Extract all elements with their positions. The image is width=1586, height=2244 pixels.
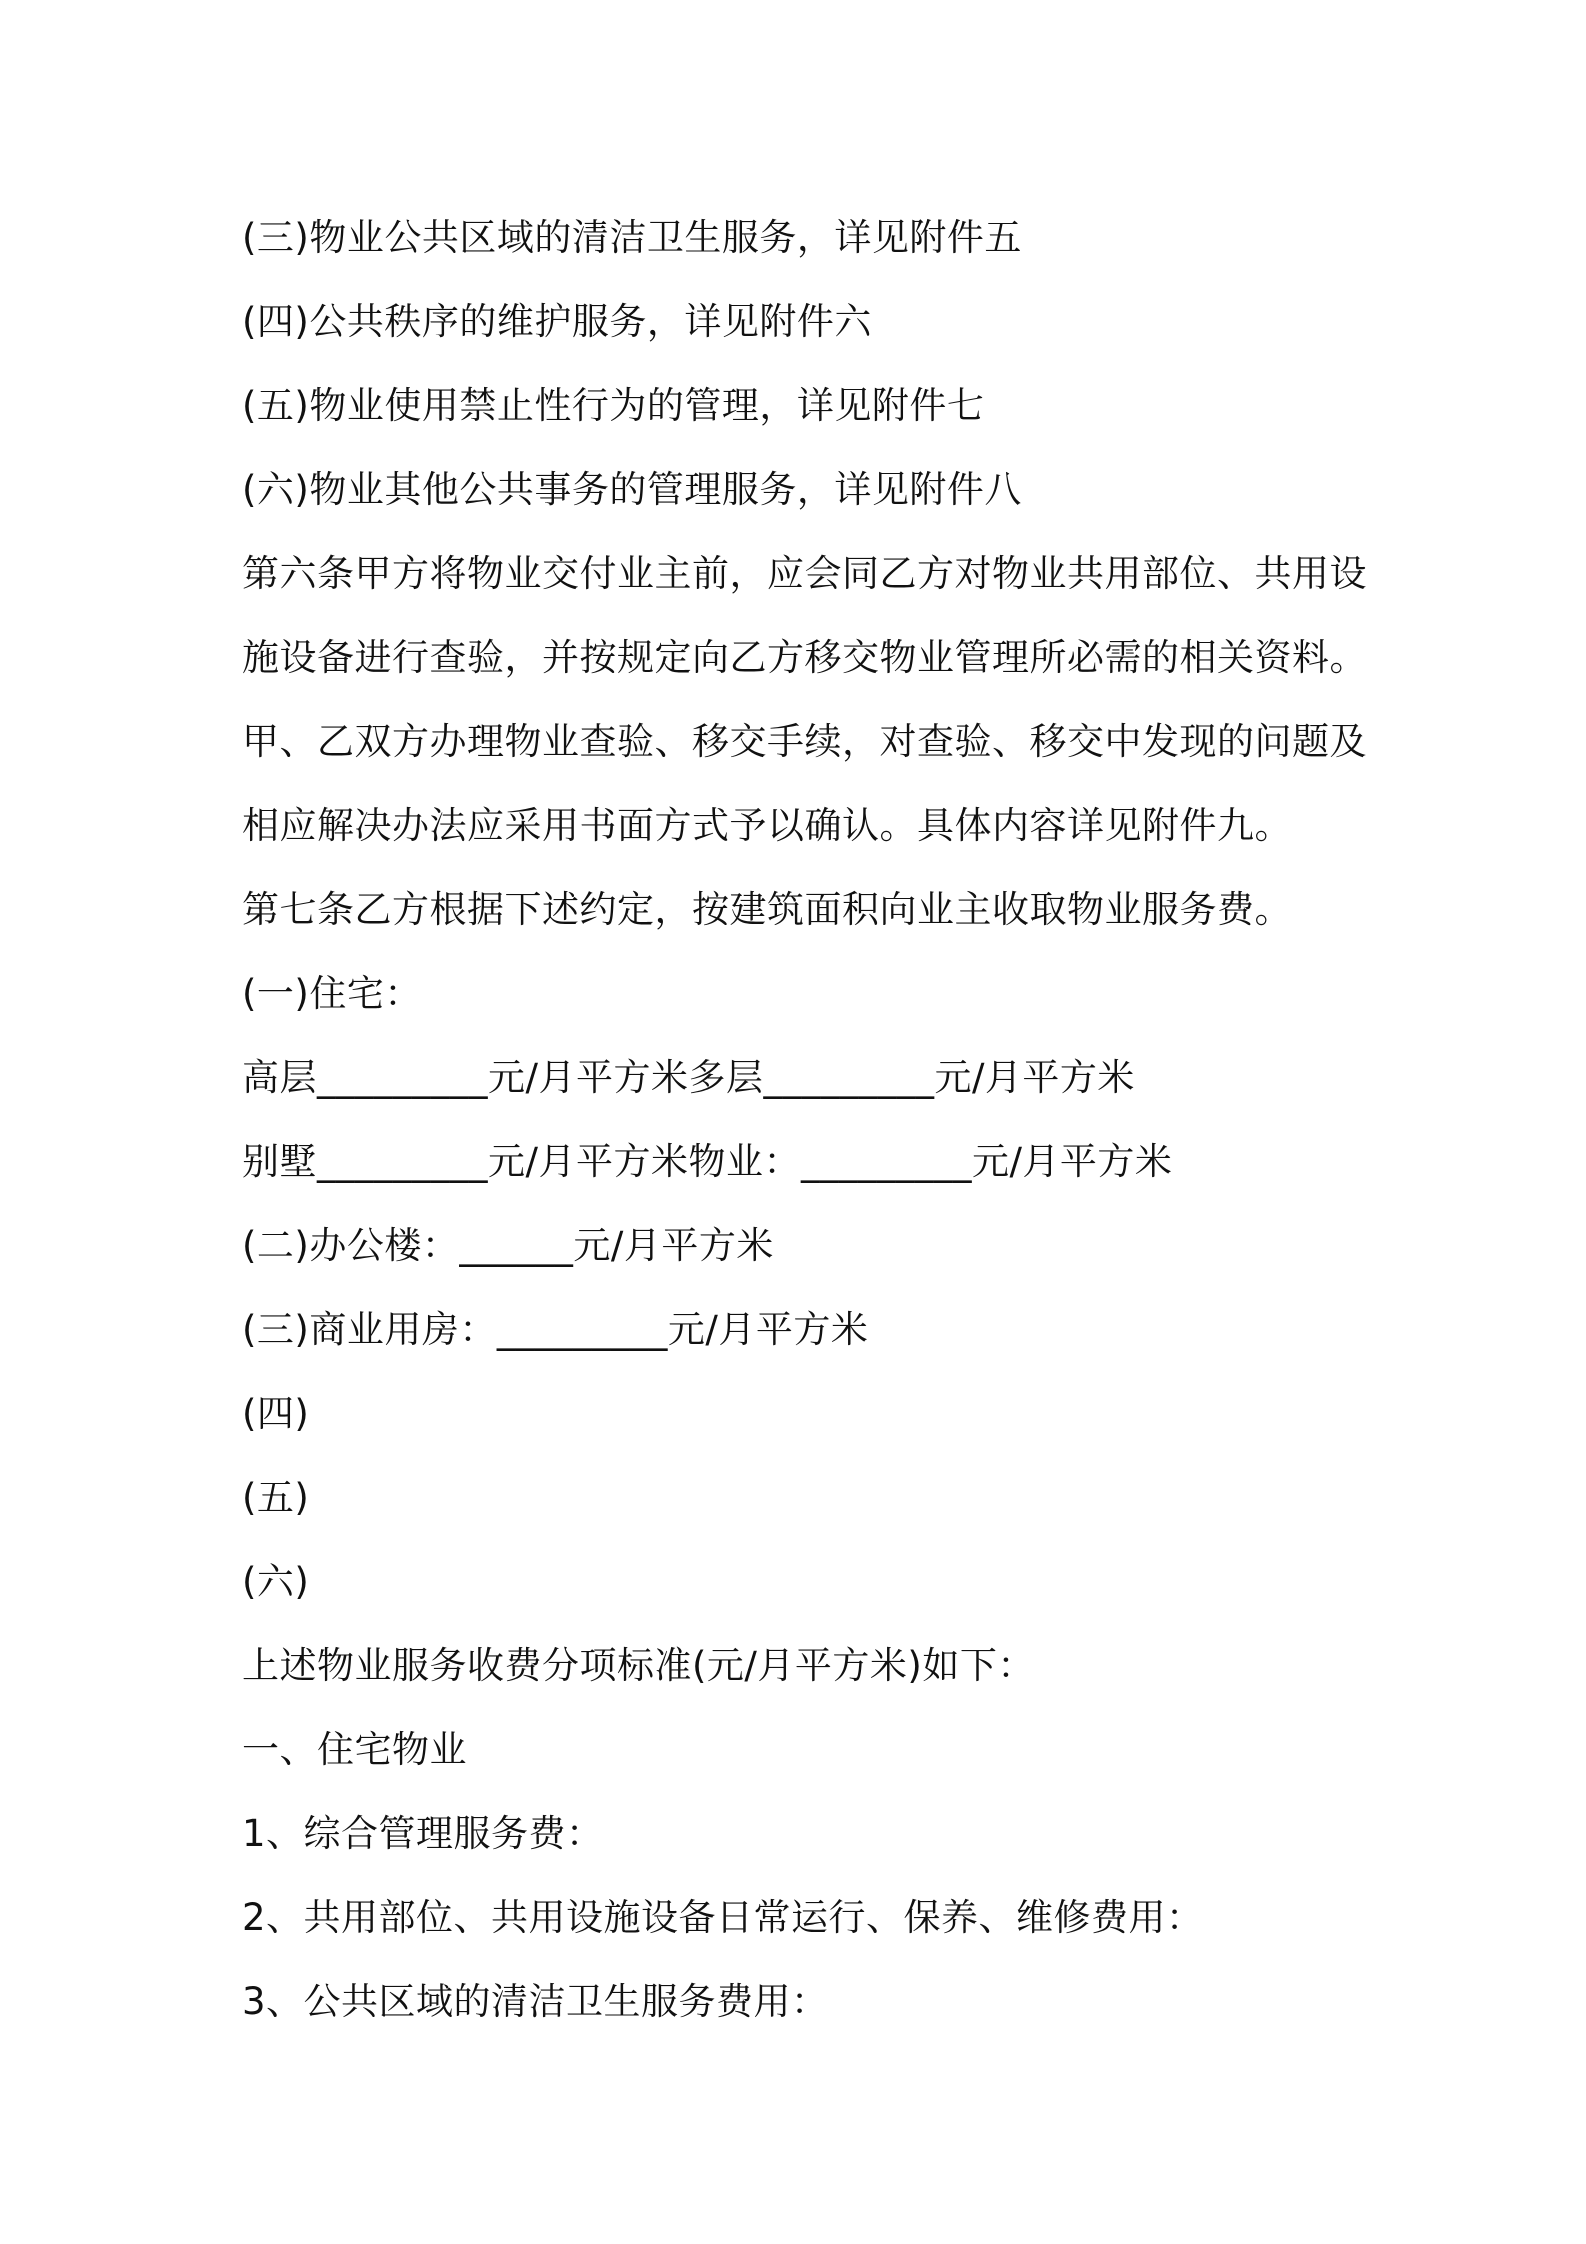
article-six-line: 相应解决办法应采用书面方式予以确认。具体内容详见附件九。 [242,804,1292,847]
clause-line: (六)物业其他公共事务的管理服务，详见附件八 [242,468,1022,511]
article-six-line: 第六条甲方将物业交付业主前，应会同乙方对物业共用部位、共用设 [242,552,1367,595]
fee-item-blank: (六) [242,1560,310,1603]
fee-item-villa: 别墅_________元/月平方米物业：_________元/月平方米 [242,1140,1173,1183]
fee-item-office: (二)办公楼：______元/月平方米 [242,1224,774,1267]
fee-item-highrise: 高层_________元/月平方米多层_________元/月平方米 [242,1056,1135,1099]
article-six-line: 甲、乙双方办理物业查验、移交手续，对查验、移交中发现的问题及 [242,720,1367,763]
fee-item-blank: (五) [242,1476,310,1519]
fee-standard-heading: 上述物业服务收费分项标准(元/月平方米)如下： [242,1644,1035,1687]
fee-item-blank: (四) [242,1392,310,1435]
clause-line: (五)物业使用禁止性行为的管理，详见附件七 [242,384,985,427]
clause-line: (三)物业公共区域的清洁卫生服务，详见附件五 [242,216,1022,259]
article-seven-line: 第七条乙方根据下述约定，按建筑面积向业主收取物业服务费。 [242,888,1292,931]
section-heading: 一、住宅物业 [242,1728,467,1771]
document-body [242,196,1367,2044]
fee-item-commercial: (三)商业用房：_________元/月平方米 [242,1308,869,1351]
list-item: 3、公共区域的清洁卫生服务费用： [242,1980,829,2023]
clause-line: (四)公共秩序的维护服务，详见附件六 [242,300,872,343]
fee-item-residential: (一)住宅： [242,972,422,1015]
article-six-line: 施设备进行查验，并按规定向乙方移交物业管理所必需的相关资料。 [242,636,1367,679]
list-item: 1、综合管理服务费： [242,1812,604,1855]
list-item: 2、共用部位、共用设施设备日常运行、保养、维修费用： [242,1896,1204,1939]
